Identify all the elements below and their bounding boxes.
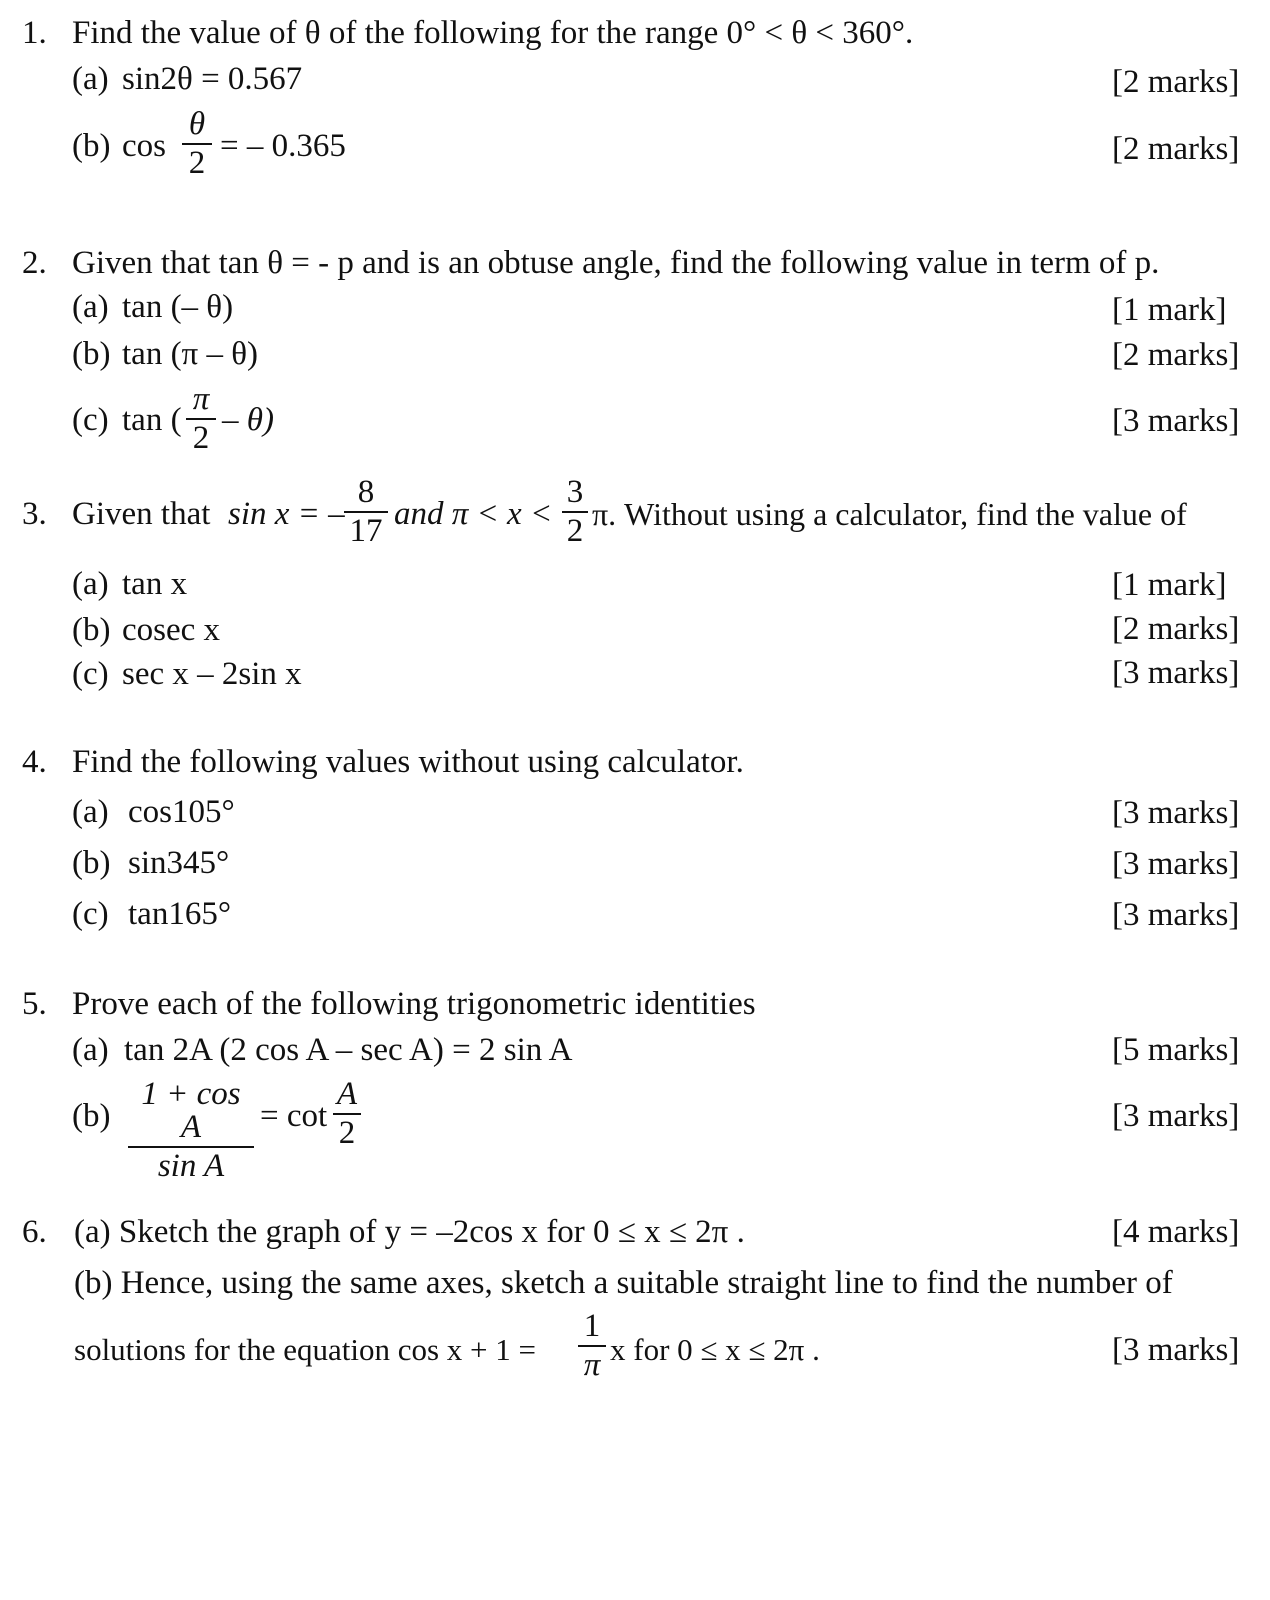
part-suffix: – θ) <box>222 402 274 438</box>
marks-label: [3 marks] <box>1112 403 1240 439</box>
question-lead: Given that <box>72 496 211 532</box>
fraction <box>578 1310 606 1382</box>
question-number: 5. <box>22 986 47 1022</box>
fraction-numerator: 1 + cos A <box>141 1076 241 1145</box>
question-text: π. Without using a calculator, find the value of <box>592 496 1187 532</box>
fraction-numerator: 1 <box>583 1308 601 1344</box>
fraction-denominator: sin A <box>157 1148 225 1184</box>
part-mid: = cot <box>260 1098 328 1134</box>
marks-label: [3 marks] <box>1112 795 1240 831</box>
part-label: (c) <box>72 896 109 932</box>
fraction-denominator: 2 <box>566 513 584 549</box>
part-rhs: = – 0.365 <box>220 128 346 164</box>
question-number: 6. <box>22 1214 47 1250</box>
part-function: cos <box>122 128 166 164</box>
fraction-denominator: 17 <box>349 513 383 549</box>
marks-label: [2 marks] <box>1112 131 1240 167</box>
part-label: (a) <box>72 1032 109 1068</box>
part-prefix: tan ( <box>122 402 182 438</box>
fraction <box>182 108 212 180</box>
question-text: Find the value of θ of the following for the range 0° < θ < 360°. <box>72 15 914 51</box>
fraction-denominator: 2 <box>192 420 210 456</box>
fraction-denominator: 2 <box>338 1115 356 1151</box>
marks-label: [2 marks] <box>1112 337 1240 373</box>
fraction-numerator: A <box>336 1076 358 1112</box>
part-expression: tan (π – θ) <box>122 336 259 372</box>
part-label: (b) <box>72 845 111 881</box>
question-number: 3. <box>22 496 47 532</box>
marks-label: [4 marks] <box>1112 1214 1240 1250</box>
part-label: (c) <box>72 656 109 692</box>
part-tail: x for 0 ≤ x ≤ 2π . <box>610 1332 820 1367</box>
part-label: (a) <box>72 794 109 830</box>
given-range: and π < x < <box>394 496 553 532</box>
part-expression: tan x <box>122 566 188 602</box>
part-expression: cosec x <box>122 612 221 648</box>
part-expression: tan165° <box>128 896 232 932</box>
part-label: (b) <box>72 1098 111 1134</box>
fraction <box>128 1078 254 1183</box>
part-label: (c) <box>72 402 109 438</box>
marks-label: [3 marks] <box>1112 1098 1240 1134</box>
part-expression: cos105° <box>128 794 235 830</box>
part-label: (a) <box>72 566 109 602</box>
part-expression: sec x – 2sin x <box>122 656 302 692</box>
fraction-numerator: 3 <box>566 474 584 510</box>
fraction-denominator: π <box>583 1347 601 1383</box>
part-label: (b) <box>72 336 111 372</box>
part-label: (b) <box>72 128 111 164</box>
given-lhs: sin x = – <box>228 496 345 532</box>
marks-label: [3 marks] <box>1112 846 1240 882</box>
marks-label: [2 marks] <box>1112 64 1240 100</box>
question-number: 2. <box>22 245 47 281</box>
part-label: (b) <box>72 612 111 648</box>
question-number: 1. <box>22 15 47 51</box>
part-text: (b) Hence, using the same axes, sketch a suitable straight line to find the number of <box>74 1265 1173 1301</box>
part-label: (a) <box>72 289 109 325</box>
part-expression: sin2θ = 0.567 <box>122 61 303 97</box>
part-label: (a) <box>72 61 109 97</box>
question-text: Prove each of the following trigonometric identities <box>72 986 756 1022</box>
marks-label: [2 marks] <box>1112 611 1240 647</box>
fraction <box>186 383 216 455</box>
part-expression: tan 2A (2 cos A – sec A) = 2 sin A <box>124 1032 573 1068</box>
fraction <box>344 476 388 548</box>
marks-label: [3 marks] <box>1112 1332 1240 1368</box>
question-text: Given that tan θ = - p and is an obtuse angle, find the following value in term of p. <box>72 245 1160 281</box>
part-text: (a) Sketch the graph of y = –2cos x for 0 ≤ x ≤ 2π . <box>74 1214 745 1250</box>
marks-label: [3 marks] <box>1112 897 1240 933</box>
part-expression: tan (– θ) <box>122 289 234 325</box>
fraction-denominator: 2 <box>188 145 206 181</box>
fraction <box>333 1078 361 1150</box>
fraction <box>562 476 588 548</box>
part-expression: sin345° <box>128 845 230 881</box>
fraction-numerator: θ <box>188 106 206 142</box>
question-text: Find the following values without using calculator. <box>72 744 744 780</box>
marks-label: [1 mark] <box>1112 292 1227 328</box>
fraction-numerator: 8 <box>357 474 375 510</box>
fraction-numerator: π <box>192 381 210 417</box>
question-number: 4. <box>22 744 47 780</box>
part-text-continued: solutions for the equation cos x + 1 = <box>74 1332 537 1367</box>
marks-label: [5 marks] <box>1112 1032 1240 1068</box>
marks-label: [3 marks] <box>1112 655 1240 691</box>
marks-label: [1 mark] <box>1112 567 1227 603</box>
